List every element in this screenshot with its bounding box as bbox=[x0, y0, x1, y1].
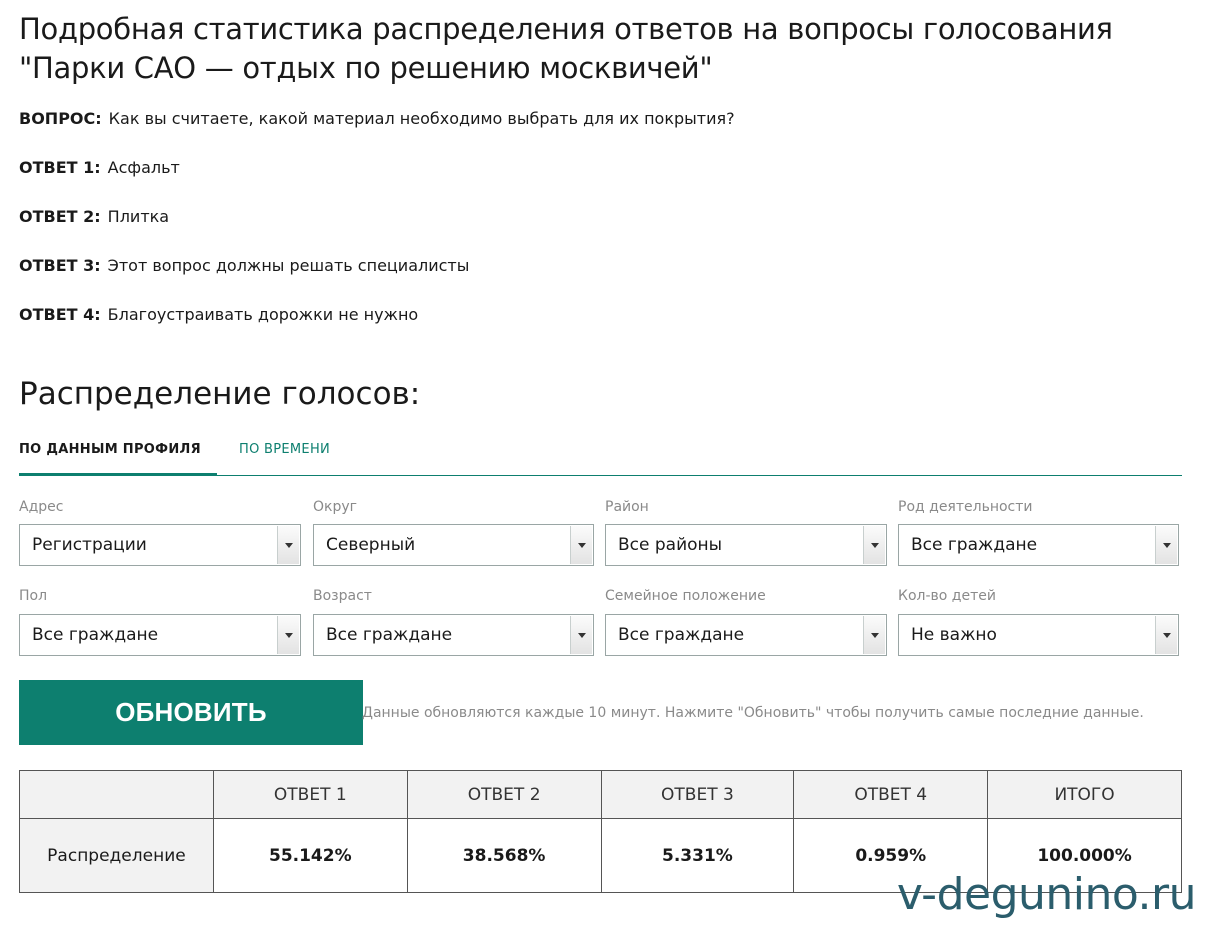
answer-label: ОТВЕТ 3: bbox=[19, 256, 101, 275]
answer-text: Асфальт bbox=[107, 158, 180, 177]
answer-row-2 bbox=[19, 207, 169, 227]
select-value: Все граждане bbox=[32, 625, 159, 645]
filter-label-address: Адрес bbox=[19, 499, 64, 515]
question-text: Как вы считаете, какой материал необходимо выбрать для их покрытия? bbox=[108, 109, 735, 128]
filter-label-age: Возраст bbox=[313, 588, 372, 604]
chevron-down-icon[interactable] bbox=[1155, 616, 1177, 654]
filter-label-children: Кол-во детей bbox=[898, 588, 996, 604]
area-select[interactable] bbox=[605, 524, 887, 566]
watermark: v-degunino.ru bbox=[896, 869, 1196, 920]
tab-profile-data[interactable]: ПО ДАННЫМ ПРОФИЛЯ bbox=[19, 432, 217, 476]
marital-status-select[interactable] bbox=[605, 614, 887, 656]
tab-by-time[interactable]: ПО ВРЕМЕНИ bbox=[239, 442, 331, 457]
filter-label-district: Округ bbox=[313, 499, 358, 515]
filter-label-area: Район bbox=[605, 499, 649, 515]
table-header-cell: ИТОГО bbox=[988, 771, 1182, 819]
chevron-down-icon[interactable] bbox=[277, 526, 299, 564]
page-title: Подробная статистика распределения ответов на вопросы голосования "Парки САО — отдых по решению москвичей" bbox=[19, 12, 1113, 85]
select-value: Все районы bbox=[618, 535, 723, 555]
table-header-cell: ОТВЕТ 2 bbox=[407, 771, 601, 819]
chevron-down-icon[interactable] bbox=[1155, 526, 1177, 564]
occupation-select[interactable] bbox=[898, 524, 1179, 566]
gender-select[interactable] bbox=[19, 614, 301, 656]
table-header-cell: ОТВЕТ 4 bbox=[794, 771, 988, 819]
update-note: Данные обновляются каждые 10 минут. Нажмите "Обновить" чтобы получить самые последние данные. bbox=[362, 705, 1144, 721]
answer-text: Благоустраивать дорожки не нужно bbox=[107, 305, 419, 324]
chevron-down-icon[interactable] bbox=[863, 526, 885, 564]
select-value: Все граждане bbox=[326, 625, 453, 645]
answer-row-1 bbox=[19, 158, 180, 178]
age-select[interactable] bbox=[313, 614, 594, 656]
table-cell: 0.959% bbox=[794, 819, 988, 893]
table-header-row bbox=[20, 771, 1182, 819]
table-header-cell: ОТВЕТ 3 bbox=[601, 771, 794, 819]
distribution-title: Распределение голосов: bbox=[19, 376, 421, 412]
answer-label: ОТВЕТ 2: bbox=[19, 207, 101, 226]
select-value: Все граждане bbox=[911, 535, 1038, 555]
answer-label: ОТВЕТ 1: bbox=[19, 158, 101, 177]
address-select[interactable] bbox=[19, 524, 301, 566]
question-row bbox=[19, 109, 735, 129]
chevron-down-icon[interactable] bbox=[570, 616, 592, 654]
tab-bar bbox=[19, 432, 1182, 476]
select-value: Не важно bbox=[911, 625, 997, 645]
answer-row-3 bbox=[19, 256, 469, 276]
table-cell: 38.568% bbox=[407, 819, 601, 893]
select-value: Все граждане bbox=[618, 625, 745, 645]
answer-row-4 bbox=[19, 305, 418, 325]
answer-text: Плитка bbox=[107, 207, 170, 226]
filter-label-gender: Пол bbox=[19, 588, 48, 604]
question-label: ВОПРОС: bbox=[19, 109, 102, 128]
update-button[interactable]: ОБНОВИТЬ bbox=[19, 680, 363, 745]
district-select[interactable] bbox=[313, 524, 594, 566]
chevron-down-icon[interactable] bbox=[570, 526, 592, 564]
select-value: Северный bbox=[326, 535, 416, 555]
answer-text: Этот вопрос должны решать специалисты bbox=[107, 256, 470, 275]
filter-label-marital: Семейное положение bbox=[605, 588, 766, 604]
filter-label-occupation: Род деятельности bbox=[898, 499, 1033, 515]
table-header-cell: ОТВЕТ 1 bbox=[213, 771, 407, 819]
table-cell: 5.331% bbox=[601, 819, 794, 893]
chevron-down-icon[interactable] bbox=[863, 616, 885, 654]
select-value: Регистрации bbox=[32, 535, 147, 555]
table-cell: 100.000% bbox=[988, 819, 1182, 893]
table-header-cell bbox=[20, 771, 214, 819]
children-count-select[interactable] bbox=[898, 614, 1179, 656]
chevron-down-icon[interactable] bbox=[277, 616, 299, 654]
answer-label: ОТВЕТ 4: bbox=[19, 305, 101, 324]
table-cell: 55.142% bbox=[213, 819, 407, 893]
table-row-label: Распределение bbox=[20, 819, 214, 893]
